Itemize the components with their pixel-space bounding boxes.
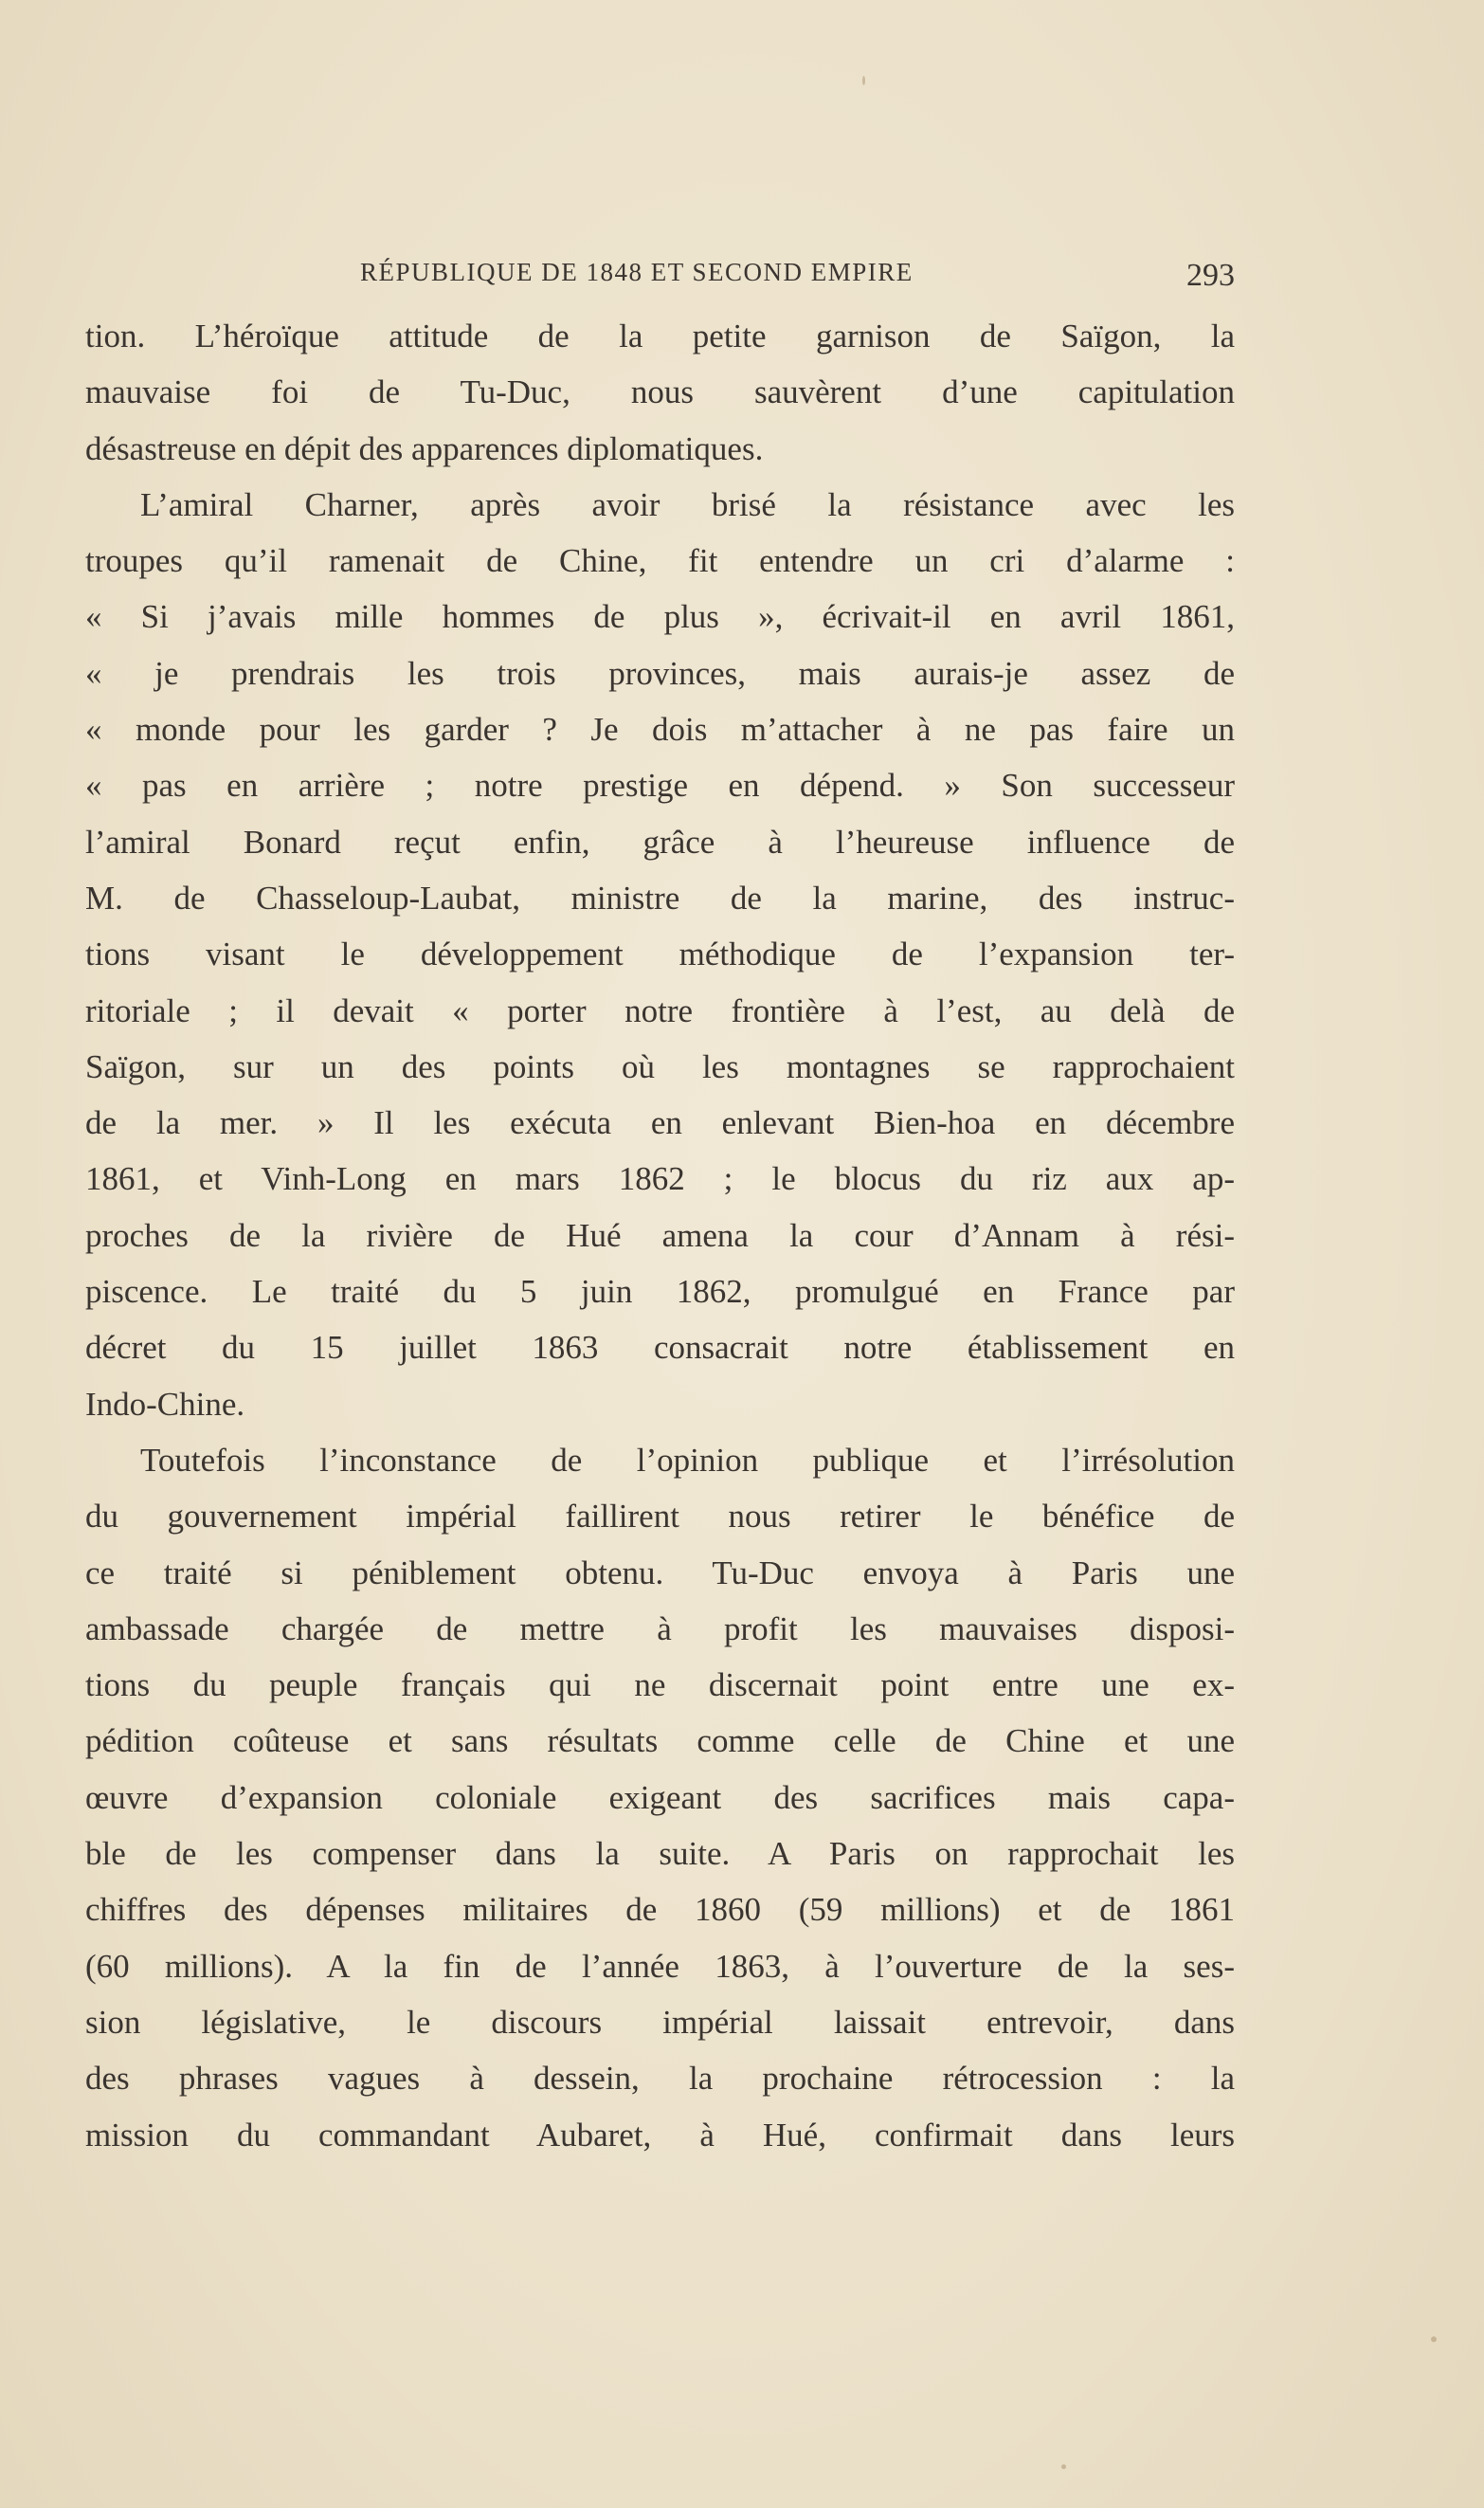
text-line: Saïgon, sur un des points où les montagnes se rapprochaient <box>85 1047 1235 1085</box>
text-line: « je prendrais les trois provinces, mais aurais-je assez de <box>85 654 1235 692</box>
text-line: œuvre d’expansion coloniale exigeant des sacrifices mais capa- <box>85 1778 1235 1816</box>
text-line: sion législative, le discours impérial laissait entrevoir, dans <box>85 2003 1235 2041</box>
paper-spot <box>1431 2336 1437 2342</box>
text-line: l’amiral Bonard reçut enfin, grâce à l’heureuse influence de <box>85 823 1235 861</box>
text-line: (60 millions). A la fin de l’année 1863, à l’ouverture de la ses- <box>85 1947 1235 1985</box>
text-line: Toutefois l’inconstance de l’opinion publique et l’irrésolution <box>140 1441 1235 1479</box>
text-line: mission du commandant Aubaret, à Hué, confirmait dans leurs <box>85 2116 1235 2154</box>
text-line: chiffres des dépenses militaires de 1860 (59 millions) et de 1861 <box>85 1891 1235 1929</box>
text-line: Indo-Chine. <box>85 1385 245 1423</box>
text-line: désastreuse en dépit des apparences diplomatiques. <box>85 429 764 467</box>
text-line: ce traité si péniblement obtenu. Tu-Duc envoya à Paris une <box>85 1554 1235 1591</box>
text-line: M. de Chasseloup-Laubat, ministre de la marine, des instruc- <box>85 879 1235 917</box>
running-header <box>360 258 1235 296</box>
text-line: ritoriale ; il devait « porter notre frontière à l’est, au delà de <box>85 991 1235 1029</box>
text-line: tions visant le développement méthodique de l’expansion ter- <box>85 936 1235 973</box>
text-line: mauvaise foi de Tu-Duc, nous sauvèrent d’une capitulation <box>85 373 1235 411</box>
text-line: pédition coûteuse et sans résultats comme celle de Chine et une <box>85 1722 1235 1760</box>
text-line: « Si j’avais mille hommes de plus », écrivait-il en avril 1861, <box>85 598 1235 636</box>
text-line: « pas en arrière ; notre prestige en dépend. » Son successeur <box>85 767 1235 805</box>
text-line: 1861, et Vinh-Long en mars 1862 ; le blocus du riz aux ap- <box>85 1160 1235 1198</box>
text-line: des phrases vagues à dessein, la prochaine rétrocession : la <box>85 2060 1235 2098</box>
text-line: L’amiral Charner, après avoir brisé la résistance avec les <box>140 485 1235 523</box>
text-line: troupes qu’il ramenait de Chine, fit entendre un cri d’alarme : <box>85 542 1235 580</box>
text-line: tions du peuple français qui ne discernait point entre une ex- <box>85 1666 1235 1704</box>
paper-spot <box>862 76 865 85</box>
text-line: ble de les compenser dans la suite. A Paris on rapprochait les <box>85 1835 1235 1873</box>
page-number: 293 <box>1186 258 1235 293</box>
text-line: « monde pour les garder ? Je dois m’attacher à ne pas faire un <box>85 711 1235 749</box>
text-line: proches de la rivière de Hué amena la cour d’Annam à rési- <box>85 1216 1235 1254</box>
text-line: décret du 15 juillet 1863 consacrait notre établissement en <box>85 1329 1235 1367</box>
text-line: ambassade chargée de mettre à profit les mauvaises disposi- <box>85 1609 1235 1647</box>
running-title: RÉPUBLIQUE DE 1848 ET SECOND EMPIRE <box>360 258 914 286</box>
paper-spot <box>1061 2464 1066 2469</box>
text-line: tion. L’héroïque attitude de la petite garnison de Saïgon, la <box>85 318 1235 354</box>
text-line: du gouvernement impérial faillirent nous retirer le bénéfice de <box>85 1498 1235 1536</box>
text-line: de la mer. » Il les exécuta en enlevant Bien-hoa en décembre <box>85 1104 1235 1142</box>
text-line: piscence. Le traité du 5 juin 1862, promulgué en France par <box>85 1273 1235 1311</box>
body-text <box>85 308 1235 2163</box>
